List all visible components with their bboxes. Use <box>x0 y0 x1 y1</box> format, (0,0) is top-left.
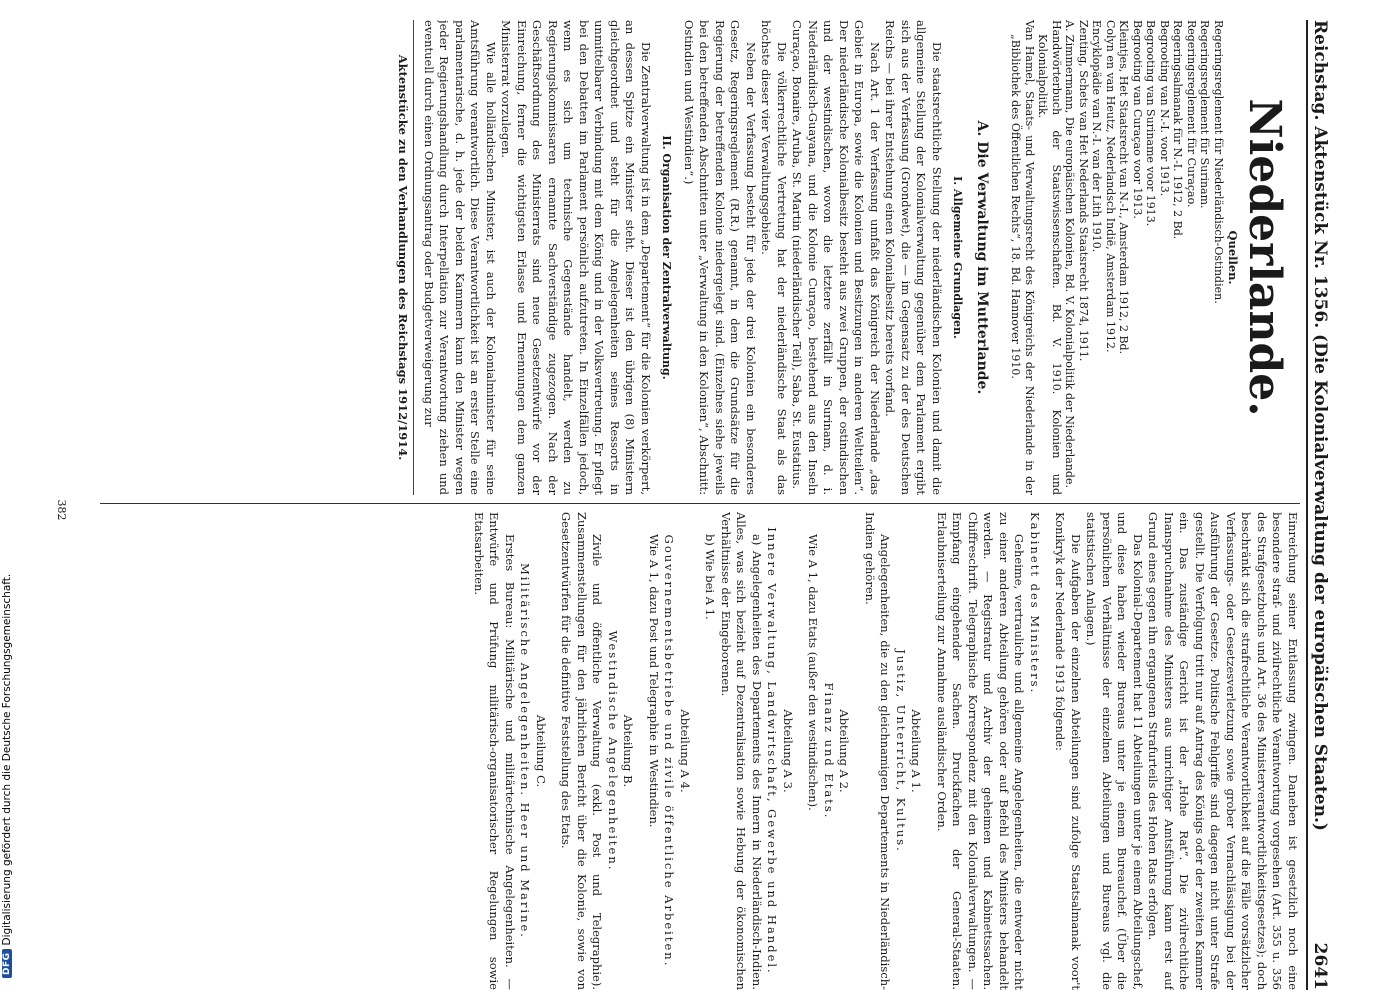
source-item: Van Hamel, Staats- und Verwaltungsrecht des Königreichs der Niederlande in der „Bibliothek des Öffentlichen Rechts“, 18. Bd. Hannover 1910. <box>1009 20 1036 495</box>
digitization-credit-text: Digitalisierung gefördert durch die Deutsche Forschungsgemeinschaft. <box>1 573 13 946</box>
department-heading: Abteilung A 2. <box>837 709 852 793</box>
department-subheading: Militärische Angelegenheiten. Heer und Marine. <box>518 563 533 939</box>
header-page-number: 2641 <box>1310 942 1330 990</box>
paragraph: Die völkerrechtliche Vertretung hat der niederländische Staat als das höchste dieser vier Verwaltungsgebiete. <box>759 20 789 495</box>
paragraph: Wie A 1, dazu Post und Telegraphie in Westindien. <box>647 534 661 828</box>
paragraph: Die Aufgaben der einzelnen Abteilungen sind zufolge Staatsalmanak voor't Konikryk der Nederlande 1913 folgende: <box>1053 512 1083 990</box>
department-heading: Abteilung A 1. <box>909 709 924 793</box>
page-header <box>1306 20 1340 990</box>
source-item: Handwörterbuch der Staatswissenschaften. Bd. V. 1910. Kolonien und Kolonialpolitik. <box>1036 20 1063 495</box>
paragraph: Einreichung seiner Entlassung zwingen. Daneben ist gesetzlich noch eine besondere straf- und zivilrechtliche Verantwortung vorgesehen (Art. 355 u. 356 des Strafgesetzbuchs und Art. 36 des Ministerverantwortlichkeitsgesetzes); doch beschränkt sich die strafrechtliche Verantwortlichkeit auf die Fälle vorsätzlicher Verfassungs- oder Gesetzesverletzung sowie grober Vernachlässigung bei der Ausführung der Gesetze. Politische Fehlgriffe sind dagegen nicht unter Strafe gestellt. Die Verfolgung tritt nur auf Antrag des Königs oder der zweiten Kammer ein. Das zuständige Gericht ist der „Hohe Rat“. Die zivilrechtliche Inanspruchnahme des Ministers aus unrichtiger Amtsführung kann erst auf Grund eines gegen ihn ergangenen Strafurteils des Hohen Rats erfolgen. <box>1146 512 1300 990</box>
department-heading: Abteilung B. <box>621 714 636 788</box>
footer-note: Aktenstücke zu den Verhandlungen des Reichstags 1912/1914. <box>395 20 415 495</box>
paragraph: Die staatsrechtliche Stellung der niederländischen Kolonien und damit die allgemeine Stellung der Kolonialverwaltung gegenüber dem Parlament ergibt sich aus der Verfassung (Grondwet), die — im Gegensatz zu der des Deutschen Reichs — bei ihrer Entstehung einen Kolonialbesitz bereits vorfand. <box>883 20 944 495</box>
source-item: Begrooting van N.-I. voor 1913. <box>1158 20 1171 197</box>
rotated-document-page <box>50 20 1340 990</box>
paragraph: Wie A 1, dazu Etats (außer den westindischen). <box>806 534 821 811</box>
paragraph: Angelegenheiten, die zu den gleichnamigen Departements in Niederländisch-Indien gehören. <box>863 512 893 990</box>
section-heading-a: A. Die Verwaltung im Mutterlande. <box>974 120 990 395</box>
department-subheading: Gouvernementsbetriebe und zivile öffentliche Arbeiten. <box>662 534 677 968</box>
right-column <box>70 512 1300 990</box>
paragraph: Das Kolonial-Departement hat 11 Abteilungen unter je einem Abteilungschef, und diese haben wieder Bureaus unter je einem Bureauchef. (Über die persönlichen Verhältnisse der einzelnen Abteilungen und Bureaus vgl. die statistischen Anlagen.) <box>1084 512 1145 990</box>
department-subheading: Finanz und Etats. <box>822 682 836 820</box>
paragraph: b) Wie bei A 1. <box>703 534 718 620</box>
source-item: Begrooting van Curaçao voor 1913. <box>1131 20 1144 219</box>
department-subheading: Innere Verwaltung, Landwirtschaft, Gewerbe und Handel. <box>765 527 780 975</box>
source-item: Regeringsreglement für Curaçao. <box>1185 20 1198 208</box>
paragraph: Zivile und öffentliche Verwaltung (exkl. Post und Telegraphie). Zusammenstellungen für den jährlichen Bericht über die Kolonie, sowie von Gesetzentwürfen für die definitive Feststellung des Etats. <box>559 512 605 990</box>
subsection-heading-ii: II. Organisation der Zentralverwaltung. <box>660 135 674 380</box>
paragraph: Neben der Verfassung besteht für jede der drei Kolonien ein besonderes Gesetz, Regeringsreglement (R.R.) genannt, in dem die Grundsätze für die Regierung der betreffenden Kolonie niedergelegt sind. (Einzelnes siehe jeweils bei den betreffenden Abschnitten unter „Verwaltung in den Kolonien“, Abschnitt: Ostindien und Westindien“.) <box>682 20 758 495</box>
source-item: Kleintjes, Het Staatsrecht van N.-I., Amsterdam 1912, 2 Bd. <box>1117 20 1131 355</box>
paragraph: Die Zentralverwaltung ist in dem „Departement“ für die Kolonien verkörpert, an dessen Spitze ein Minister steht. Dieser ist den übrigen (8) Ministern gleichgeordnet und steht für die Angelegenheiten seines Ressorts in unmittelbarer Verbindung mit dem König und in der Volksvertretung. Er pflegt bei den Debatten im Parlament persönlich aufzutreten. In Einzelfällen jedoch, wenn es sich um technische Gegenstände handelt, werden zu Regierungskommissaren ernannte Sachverständige zugezogen. Nach der Geschäftsordnung des Ministerrats sind neue Gesetzentwürfe vor der Einreichung, ferner die wichtigsten Erlasse und Ernennungen dem ganzen Ministerrat vorzulegen. <box>499 20 653 495</box>
dfg-logo-icon: DFG <box>2 949 12 978</box>
subsection-heading-i: I. Allgemeine Grundlagen. <box>951 176 965 339</box>
source-item: A. Zimmermann, Die europäischen Kolonien, Bd. V. Kolonialpolitik der Niederlande. <box>1063 20 1077 488</box>
sources-list <box>1009 20 1225 495</box>
source-item: Regeringsreglement für Surinam. <box>1198 20 1212 209</box>
paragraph: Geheime, vertrauliche und allgemeine Angelegenheiten, die entweder nicht zu einer anderen Abteilung gehören oder auf Befehl des Ministers behandelt werden. — Registratur und Archiv der geheimen und Kabinettssachen. Chiffreschrift. Telegraphische Korrespondenz mit den Kolonialverwaltungen. — Empfang eingehender Sachen. Druckfachen der General-Staaten. Erlaubniserteilung zur Annahme ausländischer Orden. <box>935 512 1027 990</box>
digitization-credit <box>0 0 14 1000</box>
paragraph: Nach Art. 1 der Verfassung umfaßt das Königreich der Niederlande „das Gebiet in Europa, sowie die Kolonien und Besitzungen in anderen Weltteilen“. Der niederländische Kolonialbesitz besteht aus zwei Gruppen, der ostindischen und der westindischen, wovon die letztere zerfällt in Surinam, d. i. Niederländisch-Guayana, und die Kolonie Curaçao, bestehend aus den Inseln Curaçao, Bonaire, Aruba, St. Martin (niederländischer Teil), Saba, St. Eustatius. <box>790 20 882 495</box>
left-column <box>70 20 1300 495</box>
department-heading: Kabinett des Ministers. <box>1028 512 1042 695</box>
source-item: Regeringsreglement für Niederländisch-Ostindien. <box>1212 20 1225 304</box>
paragraph: Wie alle holländischen Minister, ist auch der Kolonialminister für seine Amtsführung verantwortlich. Diese Verantwortlichkeit ist an erster Stelle eine parlamentarische, d. h. jede der beiden Kammern kann den Minister wegen jeder Regierungshandlung durch Interpellation zur Verantwortung ziehen und eventuell durch einen Ordnungsantrag oder Budgetverweigerung zur <box>422 20 498 495</box>
column-divider <box>100 503 1300 504</box>
header-title: Reichstag. Aktenstück Nr. 1356. (Die Kolonialverwaltung der europäischen Staaten.) <box>1310 20 1330 831</box>
page-footer-number: 382 <box>55 499 68 521</box>
source-item: Encyklopädie van N.-I. van der Lith 1910. <box>1090 20 1104 253</box>
department-subheading: Justiz, Unterricht, Kultus. <box>894 649 908 853</box>
document-title: Niederlande. <box>1239 98 1290 417</box>
source-item: Zenting, Schets van Het Nederlands Staatsrecht 1874, 1911. <box>1077 20 1090 362</box>
department-subheading: Westindische Angelegenheiten. <box>606 630 620 872</box>
source-item: Regeringsalmanak für N.-I. 1912, 2 Bd. <box>1171 20 1185 240</box>
paragraph: a) Angelegenheiten des Departements des Innern in Niederländisch-Indien. Alles, was sich bezieht auf Dezentralisation sowie Hebung der ökonomischen Verhältnisse der Eingeborenen. <box>719 512 764 990</box>
source-item: Begrooting van Suriname voor 1913. <box>1144 20 1158 227</box>
paragraph: Erstes Bureau: Militärische und militärtechnische Angelegenheiten. — Entwürfe und Prüfung militärisch-organisatorischer Regelungen sowie Etatsarbeiten. <box>472 512 517 990</box>
department-heading: Abteilung A 4. <box>678 709 692 793</box>
department-heading: Abteilung C. <box>534 714 548 788</box>
source-item: Colyn en van Heutz, Nederlandsch Indië, Amsterdam 1912. <box>1104 20 1117 353</box>
department-heading: Abteilung A 3. <box>781 709 795 793</box>
sources-heading: Quellen. <box>1226 230 1241 285</box>
